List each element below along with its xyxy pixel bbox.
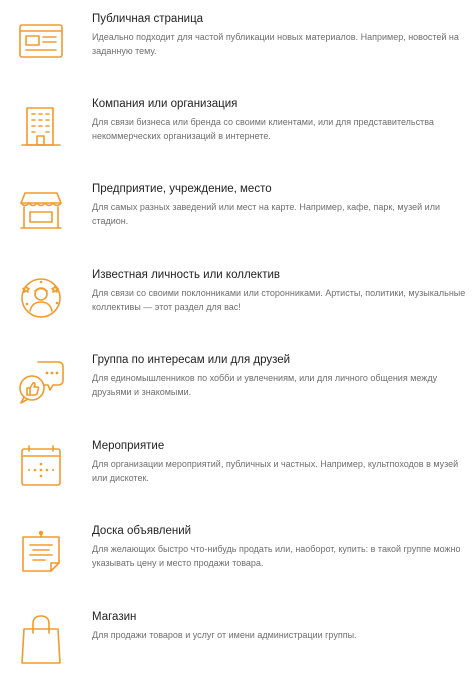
item-description: Для самых разных заведений или мест на карте. Например, кафе, парк, музей или стадион. <box>92 202 440 226</box>
list-item-event[interactable] <box>0 439 476 519</box>
item-description: Идеально подходит для частой публикации новых материалов. Например, новостей на заданную тему. <box>92 32 459 56</box>
item-description: Для продажи товаров и услуг от имени администрации группы. <box>92 630 357 640</box>
list-item-company[interactable] <box>0 97 476 177</box>
calendar-icon <box>16 444 66 494</box>
list-item-shop[interactable] <box>0 610 476 690</box>
item-title: Предприятие, учреждение, место <box>92 183 272 195</box>
item-description: Для желающих быстро что-нибудь продать или, наоборот, купить: в такой группе можно указывать цену и место продажи товара. <box>92 544 461 568</box>
celebrity-icon <box>16 273 66 323</box>
item-title: Магазин <box>92 611 137 623</box>
item-title: Публичная страница <box>92 13 204 25</box>
public-page-icon <box>16 17 66 67</box>
item-title: Мероприятие <box>92 440 165 452</box>
item-description: Для связи со своими поклонниками или сторонниками. Артисты, политики, музыкальные коллективы — этот раздел для вас! <box>92 288 466 312</box>
storefront-icon <box>16 187 66 237</box>
item-description: Для связи бизнеса или бренда со своими клиентами, или для представительства некоммерческих организаций в интернете. <box>92 117 434 141</box>
list-item-interest-group[interactable] <box>0 353 476 433</box>
list-item-place[interactable] <box>0 182 476 262</box>
list-item-notice-board[interactable] <box>0 524 476 604</box>
notice-board-icon <box>16 529 66 579</box>
list-item-celebrity[interactable] <box>0 268 476 348</box>
list-item-public-page[interactable] <box>0 12 476 92</box>
item-description: Для организации мероприятий, публичных и частных. Например, культпоходов в музей или дискотек. <box>92 459 459 483</box>
item-title: Компания или организация <box>92 98 238 110</box>
item-title: Доска объявлений <box>92 525 192 537</box>
item-title: Известная личность или коллектив <box>92 269 281 281</box>
item-description: Для единомышленников по хобби и увлечениям, или для личного общения между друзьями и знакомыми. <box>92 373 438 397</box>
chat-bubbles-icon <box>16 358 66 408</box>
item-title: Группа по интересам или для друзей <box>92 354 291 366</box>
shopping-bag-icon <box>16 615 66 665</box>
building-icon <box>16 102 66 152</box>
